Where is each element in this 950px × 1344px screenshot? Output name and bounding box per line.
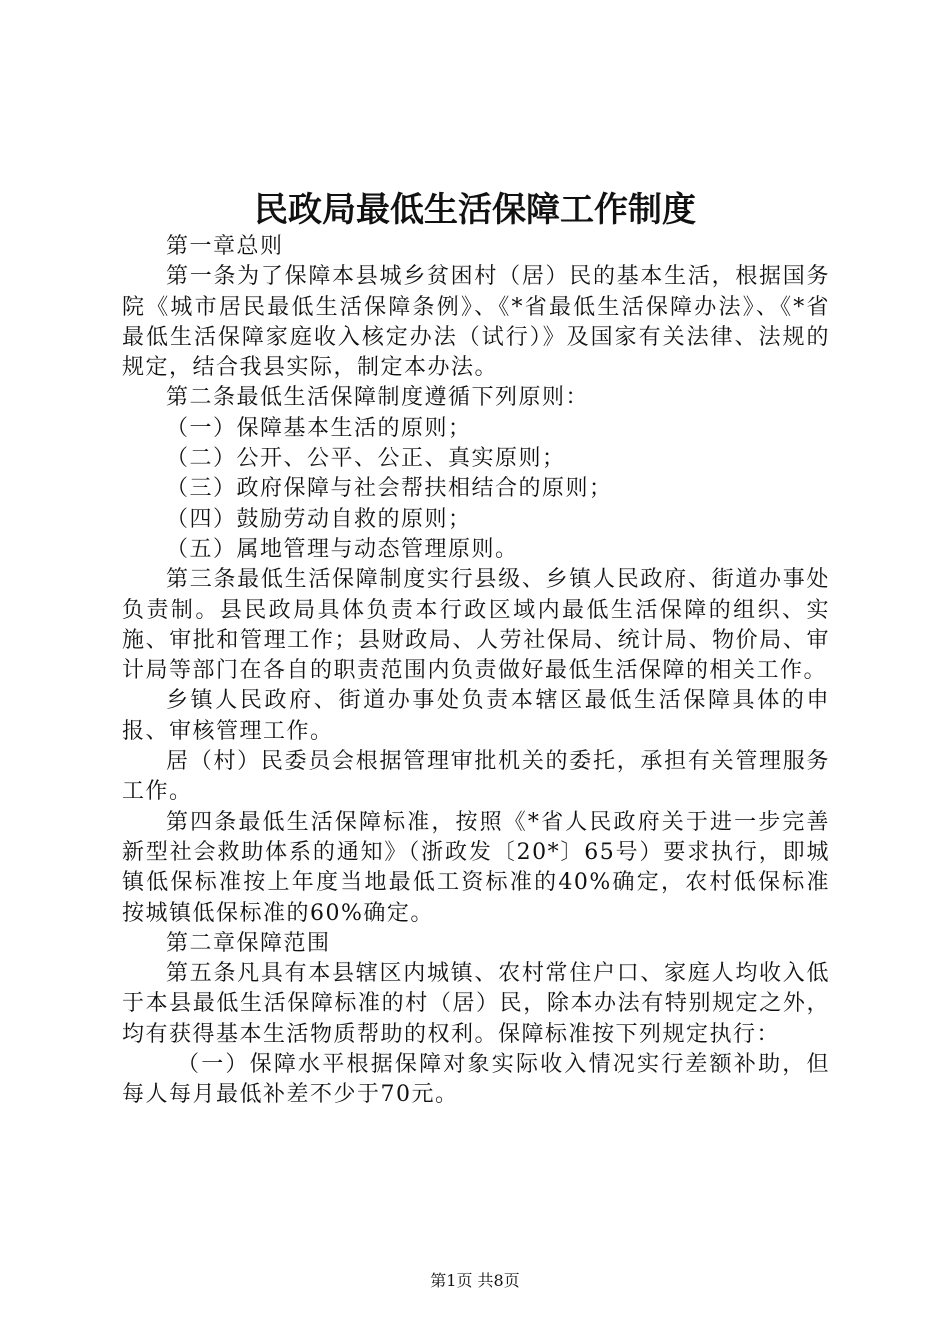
list-item: （二）公开、公平、公正、真实原则；	[166, 446, 566, 472]
article-paragraph: 第五条凡具有本县辖区内城镇、农村常住户口、家庭人均收入低于本县最低生活保障标准的村（居）民，除本办法有特别规定之外，均有获得基本生活物质帮助的权利。保障标准按下列规定执行：	[122, 961, 830, 1047]
list-item: （四）鼓励劳动自救的原则；	[166, 506, 472, 532]
list-item: （五）属地管理与动态管理原则。	[166, 536, 519, 562]
list-item: （一）保障基本生活的原则；	[166, 415, 472, 441]
article-paragraph: 第四条最低生活保障标准，按照《*省人民政府关于进一步完善新型社会救助体系的通知》（浙政发〔20*〕65号）要求执行，即城镇低保标准按上年度当地最低工资标准的40%确定，农村低保标准按城镇低保标准的60%确定。	[122, 809, 830, 926]
article-paragraph: 第三条最低生活保障制度实行县级、乡镇人民政府、街道办事处负责制。县民政局具体负责本行政区域内最低生活保障的组织、实施、审批和管理工作；县财政局、人劳社保局、统计局、物价局、审计局等部门在各自的职责范围内负责做好最低生活保障的相关工作。	[122, 567, 830, 684]
list-item: （一）保障水平根据保障对象实际收入情况实行差额补助，但每人每月最低补差不少于70元。	[122, 1052, 830, 1108]
article-paragraph: 乡镇人民政府、街道办事处负责本辖区最低生活保障具体的申报、审核管理工作。	[122, 688, 830, 744]
article-paragraph: 居（村）民委员会根据管理审批机关的委托，承担有关管理服务工作。	[122, 749, 830, 805]
list-item: （三）政府保障与社会帮扶相结合的原则；	[166, 476, 613, 502]
page-footer: 第1页 共8页	[430, 1271, 520, 1290]
document-title: 民政局最低生活保障工作制度	[254, 190, 696, 230]
article-paragraph: 第一条为了保障本县城乡贫困村（居）民的基本生活，根据国务院《城市居民最低生活保障条例》、《*省最低生活保障办法》、《*省最低生活保障家庭收入核定办法（试行）》及国家有关法律、法规的规定，结合我县实际，制定本办法。	[122, 264, 830, 381]
chapter-heading: 第二章保障范围	[166, 930, 331, 956]
document-body	[122, 232, 830, 1111]
chapter-heading: 第一章总则	[166, 234, 284, 259]
article-paragraph: 第二条最低生活保障制度遵循下列原则：	[166, 385, 590, 411]
